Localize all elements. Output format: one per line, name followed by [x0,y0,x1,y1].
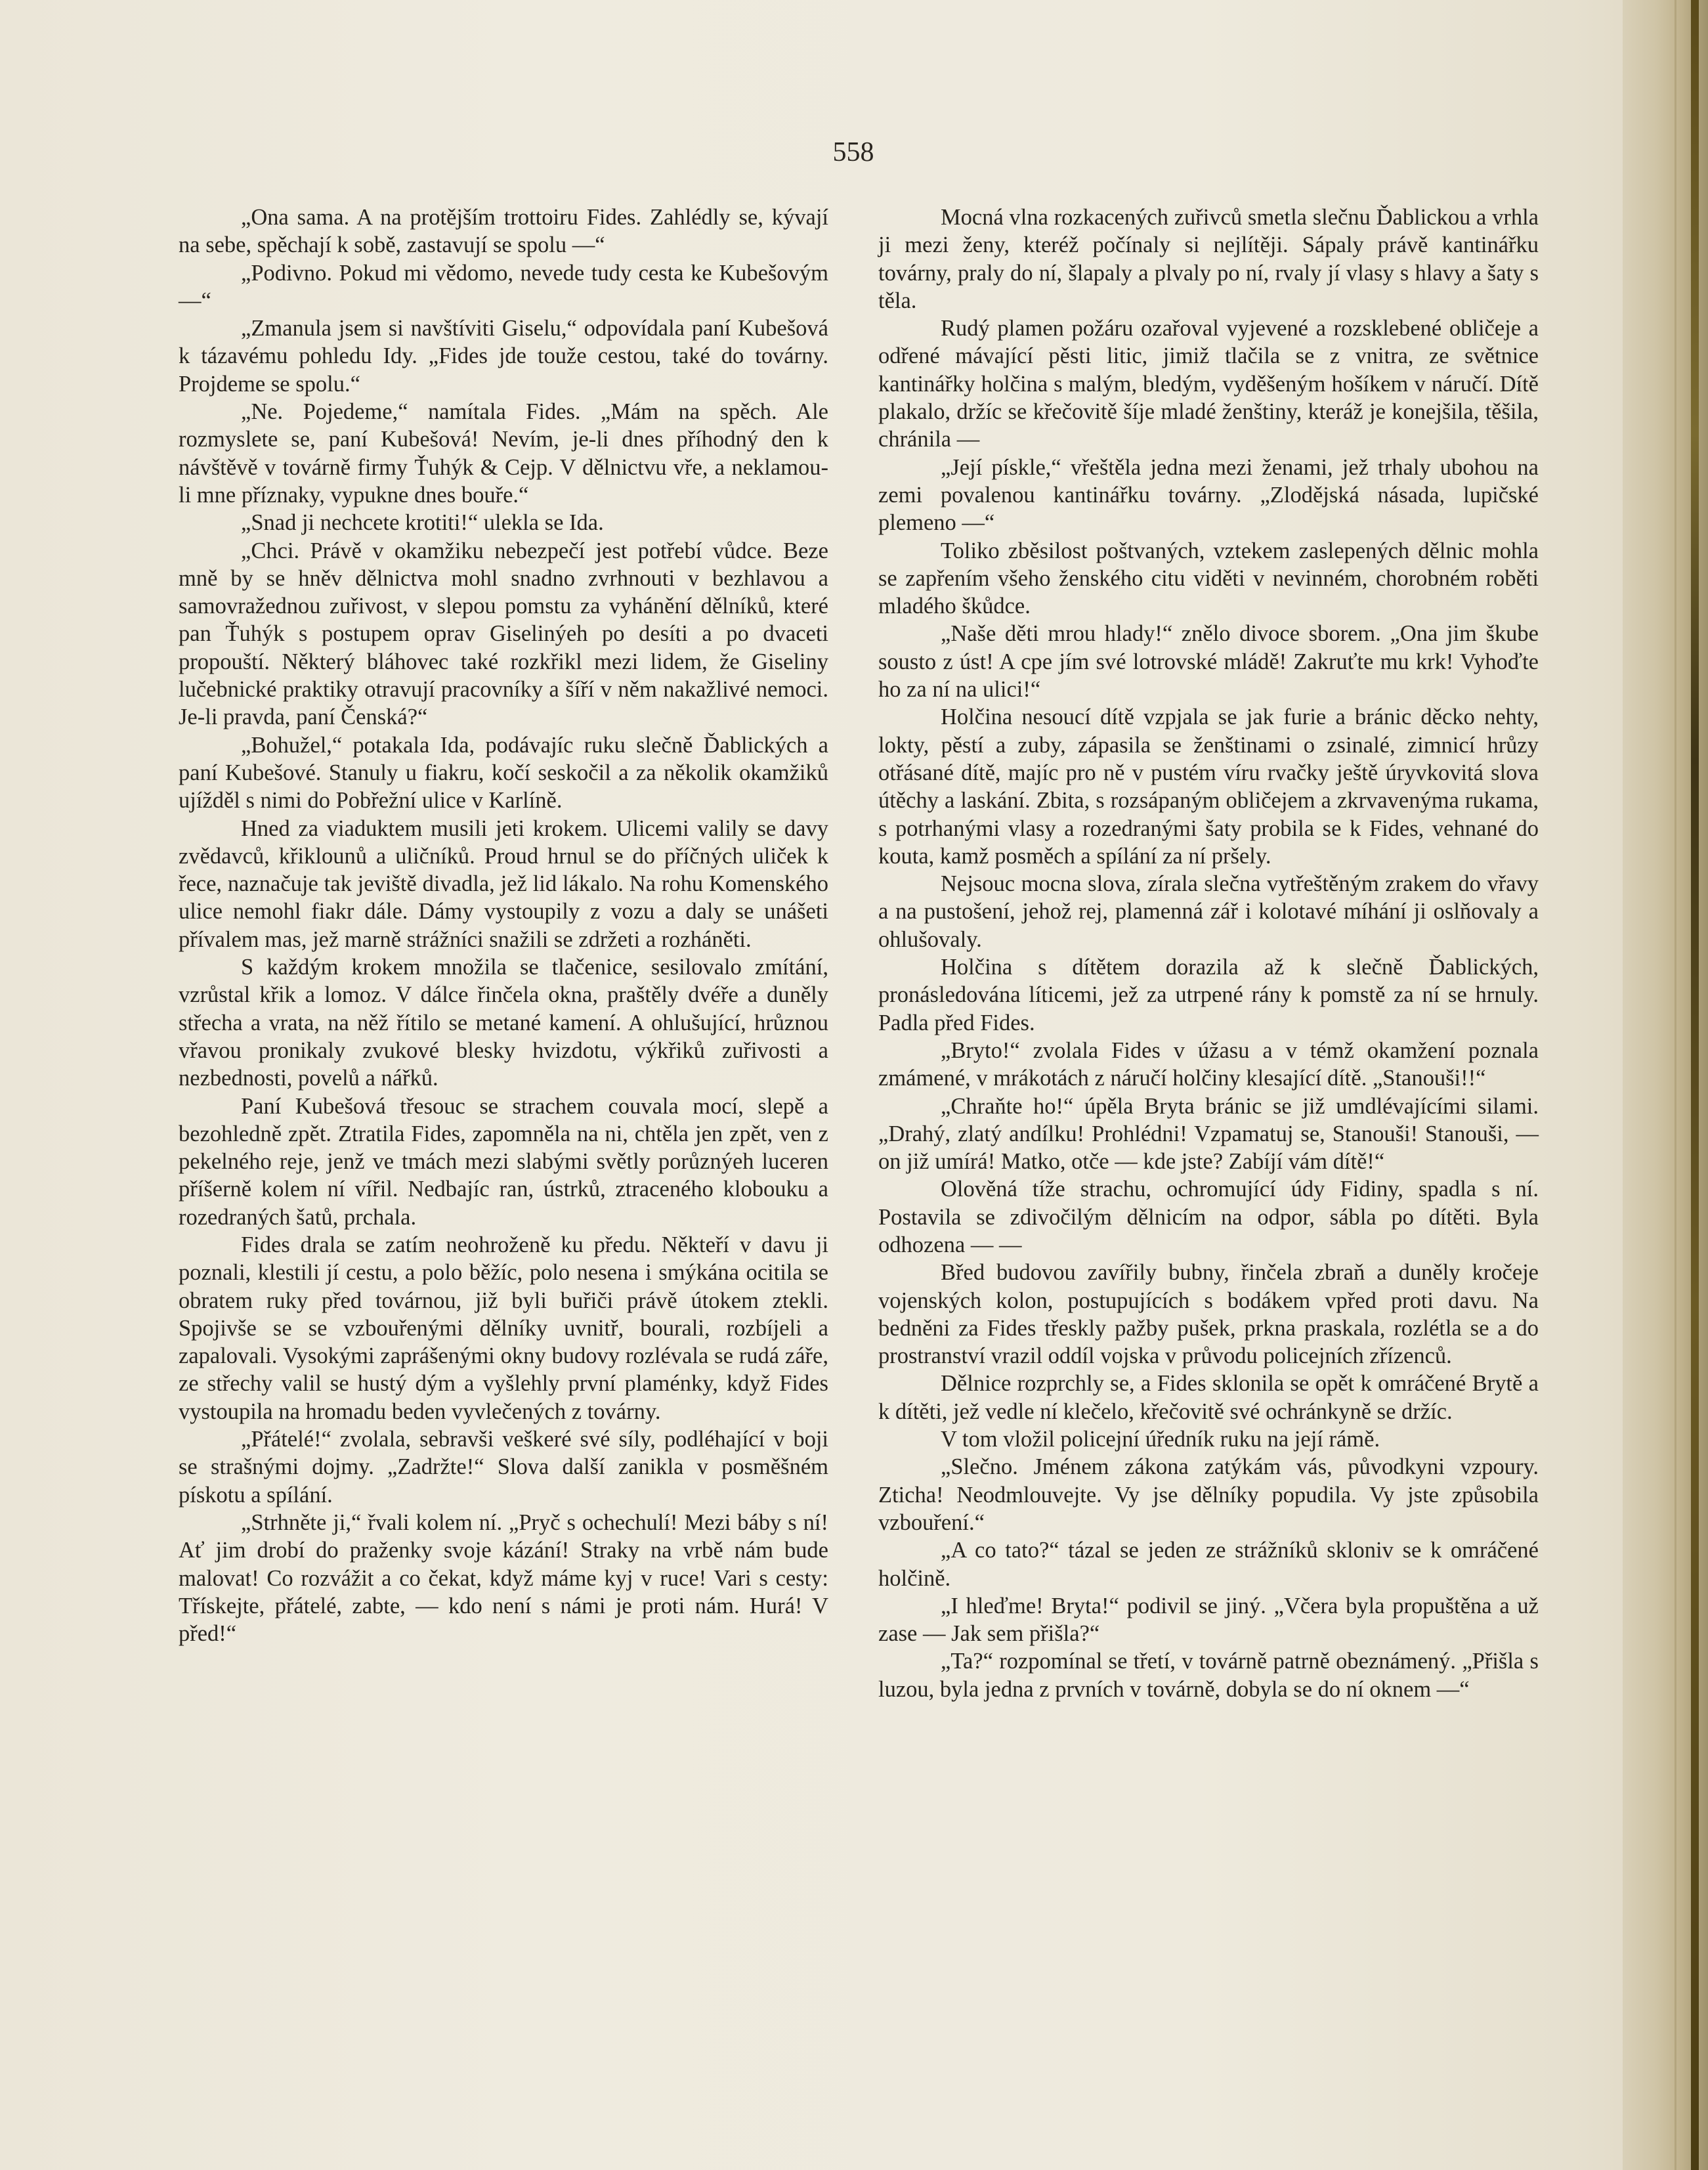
paragraph: „Naše děti mrou hlady!“ znělo divoce sborem. „Ona jim škube sousto z úst! A cpe jím své lotrovské mládě! Zakruťte mu krk! Vyhoďte ho za ní na ulici!“ [878,621,1539,703]
paragraph: „Její pískle,“ vřeštěla jedna mezi ženami, jež trhaly ubohou na zemi povalenou kantinářku továrny. „Zlodějská násada, lupičské plemeno —“ [878,454,1539,536]
paragraph: „Podivno. Pokud mi vědomo, nevede tudy cesta ke Kubešovým —“ [179,260,828,313]
right-column [878,204,1539,1703]
paragraph: „Strhněte ji,“ řvali kolem ní. „Pryč s ochechulí! Mezi báby s ní! Ať jim drobí do praženky svoje kázání! Straky na vrbě nám bude malovat! Co rozvážit a co čekat, když máme kyj v ruce! Vari s cesty: Třískejte, přátelé, zabte, — kdo není s námi je proti nám. Hurá! V před!“ [179,1509,828,1647]
paragraph: Holčina nesoucí dítě vzpjala se jak furie a bránic děcko nehty, lokty, pěstí a zuby, zápasila se ženštinami o zsinalé, zimnicí hrůzy otřásané dítě, majíc pro ně v pustém víru rvačky ještě úryvkovitá slova útěchy a laskání. Zbita, s rozsápaným obličejem a zkrvavenýma rukama, s potrhanými vlasy a rozedranými šaty probila se k Fides, vehnané do kouta, kamž posměch a spílání za ní pršely. [878,705,1539,869]
paragraph: Olověná tíže strachu, ochromující údy Fidiny, spadla s ní. Postavila se zdivočilým dělnicím na odpor, sábla po dítěti. Byla odhozena — — [878,1177,1539,1257]
paragraph: Fides drala se zatím neohroženě ku předu. Někteří v davu ji poznali, klestili jí cestu, a polo běžíc, polo nesena i smýkána ocitila se obratem ruky před továrnou, již byli buřiči právě útokem ztekli. Spojivše se se vzbouřenými dělníky uvnitř, bourali, rozbíjeli a zapalovali. Vysokými zaprášenými okny budovy rozlévala se rudá záře, ze střechy valil se hustý dým a vyšlehly první plaménky, když Fides vystoupila na hromadu beden vyvlečených z továrny. [179,1232,828,1424]
binding-fold [1675,0,1676,2170]
paragraph: Mocná vlna rozkacených zuřivců smetla slečnu Ďablickou a vrhla ji mezi ženy, kteréž počínaly si nejlítěji. Sápaly právě kantinářku továrny, praly do ní, šlapaly a plvaly po ní, rvaly jí vlasy s hlavy a šaty s těla. [878,205,1539,313]
paragraph: „Zmanula jsem si navštíviti Giselu,“ odpovídala paní Kubešová k tázavému pohledu Idy. „Fides jde touže cestou, také do továrny. Projdeme se spolu.“ [179,316,828,397]
left-column [179,204,828,1647]
paragraph: S každým krokem množila se tlačenice, sesilovalo zmítání, vzrůstal křik a lomoz. V dálce řinčela okna, praštěly dvéře a duněly střecha a vrata, na něž řítilo se metané kamení. A ohlušující, hrůznou vřavou pronikaly zvukové blesky hvizdotu, výkřiků zuřivosti a nezbednosti, povelů a nářků. [179,955,828,1091]
page-number: 558 [832,137,874,167]
paragraph: Břed budovou zavířily bubny, řinčela zbraň a duněly kročeje vojenských kolon, postupujících s bodákem vpřed proti davu. Na bedněni za Fides třeskly pažby pušek, prkna praskala, rozlétla se a do prostranství vrazil oddíl vojska v průvodu policejních zřízenců. [878,1260,1539,1369]
paragraph: Dělnice rozprchly se, a Fides sklonila se opět k omráčené Brytě a k dítěti, jež vedle ní klečelo, křečovitě své ochránkyně se držíc. [878,1371,1539,1424]
paragraph: Holčina s dítětem dorazila až k slečně Ďablických, pronásledována líticemi, jež za utrpené rány k pomstě za ní se hrnuly. Padla před Fides. [878,955,1539,1035]
paragraph: „Ne. Pojedeme,“ namítala Fides. „Mám na spěch. Ale rozmyslete se, paní Kubešová! Nevím, je-li dnes příhodný den k návštěvě v továrně firmy Ťuhýk & Cejp. V dělnictvu vře, a neklamou-li mne příznaky, vypukne dnes bouře.“ [179,399,828,508]
book-binding [1691,0,1699,2170]
paragraph: Nejsouc mocna slova, zírala slečna vytřeštěným zrakem do vřavy a na pustošení, jehož rej, plamenná zář i kolotavé míhání ji oslňovaly a ohlušovaly. [878,871,1539,952]
paragraph: „Slečno. Jménem zákona zatýkám vás, původkyni vzpoury. Zticha! Neodmlouvejte. Vy jse dělníky popudila. Vy jste způsobila vzbouření.“ [878,1454,1539,1535]
paragraph: Toliko zběsilost poštvaných, vztekem zaslepených dělnic mohla se zapřením všeho ženského citu viděti v nevinném, chorobném roběti mladého škůdce. [878,538,1539,619]
paragraph: Hned za viaduktem musili jeti krokem. Ulicemi valily se davy zvědavců, křiklounů a uličníků. Proud hrnul se do příčných uliček k řece, naznačuje tak jeviště divadla, jež lid lákalo. Na rohu Komenského ulice nemohl fiakr dále. Dámy vystoupily z vozu a daly se unášeti přívalem mas, jež marně strážníci snažili se zdržeti a rozháněti. [179,815,828,952]
paragraph: „Ta?“ rozpomínal se třetí, v továrně patrně obeznámený. „Přišla s luzou, byla jedna z prvních v továrně, dobyla se do ní oknem —“ [878,1649,1539,1702]
paragraph: Paní Kubešová třesouc se strachem couvala mocí, slepě a bezohledně zpět. Ztratila Fides, zapomněla na ni, chtěla jen zpět, ven z pekelného reje, jenž ve tmách mezi slabými světly porůznýeh luceren příšerně kolem ní vířil. Nedbajíc ran, ústrků, ztraceného klobouku a rozedraných šatů, prchala. [179,1093,828,1230]
paragraph: „Ona sama. A na protějším trottoiru Fides. Zahlédly se, kývají na sebe, spěchají k sobě, zastavují se spolu —“ [179,205,828,258]
paragraph: „I hleďme! Bryta!“ podivil se jiný. „Včera byla propuštěna a už zase — Jak sem přišla?“ [878,1593,1539,1647]
paragraph: „Bohužel,“ potakala Ida, podávajíc ruku slečně Ďablických a paní Kubešové. Stanuly u fiakru, kočí seskočil a za několik okamžiků ujížděl s nimi do Pobřežní ulice v Karlíně. [179,732,828,814]
paragraph: „Chraňte ho!“ úpěla Bryta bránic se již umdlévajícími silami. „Drahý, zlatý andílku! Prohlédni! Vzpamatuj se, Stanouši! Stanouši, — on již umírá! Matko, otče — kde jste? Zabíjí vám dítě!“ [878,1093,1539,1175]
paragraph: „Chci. Právě v okamžiku nebezpečí jest potřebí vůdce. Beze mně by se hněv dělnictva mohl snadno zvrhnouti v bezhlavou a samovražednou zuřivost, v slepou pomstu za vyhánění dělníků, které pan Ťuhýk s postupem oprav Giselinýeh po desíti a po dvaceti propouští. Některý bláhovec také rozkřikl mezi lidem, že Giseliny lučebnické praktiky otravují pracovníky a šíří v něm nakažlivé nemoci. Je-li pravda, paní Čenská?“ [179,538,828,730]
paragraph: „Přátelé!“ zvolala, sebravši veškeré své síly, podléhající v boji se strašnými dojmy. „Zadržte!“ Slova další zanikla v posměšném pískotu a spílání. [179,1427,828,1508]
paragraph: V tom vložil policejní úředník ruku na její rámě. [941,1427,1380,1452]
paragraph: „Snad ji nechcete krotiti!“ ulekla se Ida. [241,510,604,536]
paragraph: „Bryto!“ zvolala Fides v úžasu a v témž okamžení poznala zmámené, v mrákotách z náručí holčiny klesající dítě. „Stanouši!!“ [878,1037,1539,1091]
paragraph: „A co tato?“ tázal se jeden ze strážníků skloniv se k omráčené holčině. [878,1538,1539,1591]
paragraph: Rudý plamen požáru ozařoval vyjevené a rozsklebené obličeje a odřené mávající pěsti litic, jimiž tlačila se z vnitra, ze světnice kantinářky holčina s malým, bledým, vyděšeným hošíkem v náručí. Dítě plakalo, držíc se křečovitě šíje mladé ženštiny, kteráž je konejšila, těšila, chránila — [878,316,1539,452]
